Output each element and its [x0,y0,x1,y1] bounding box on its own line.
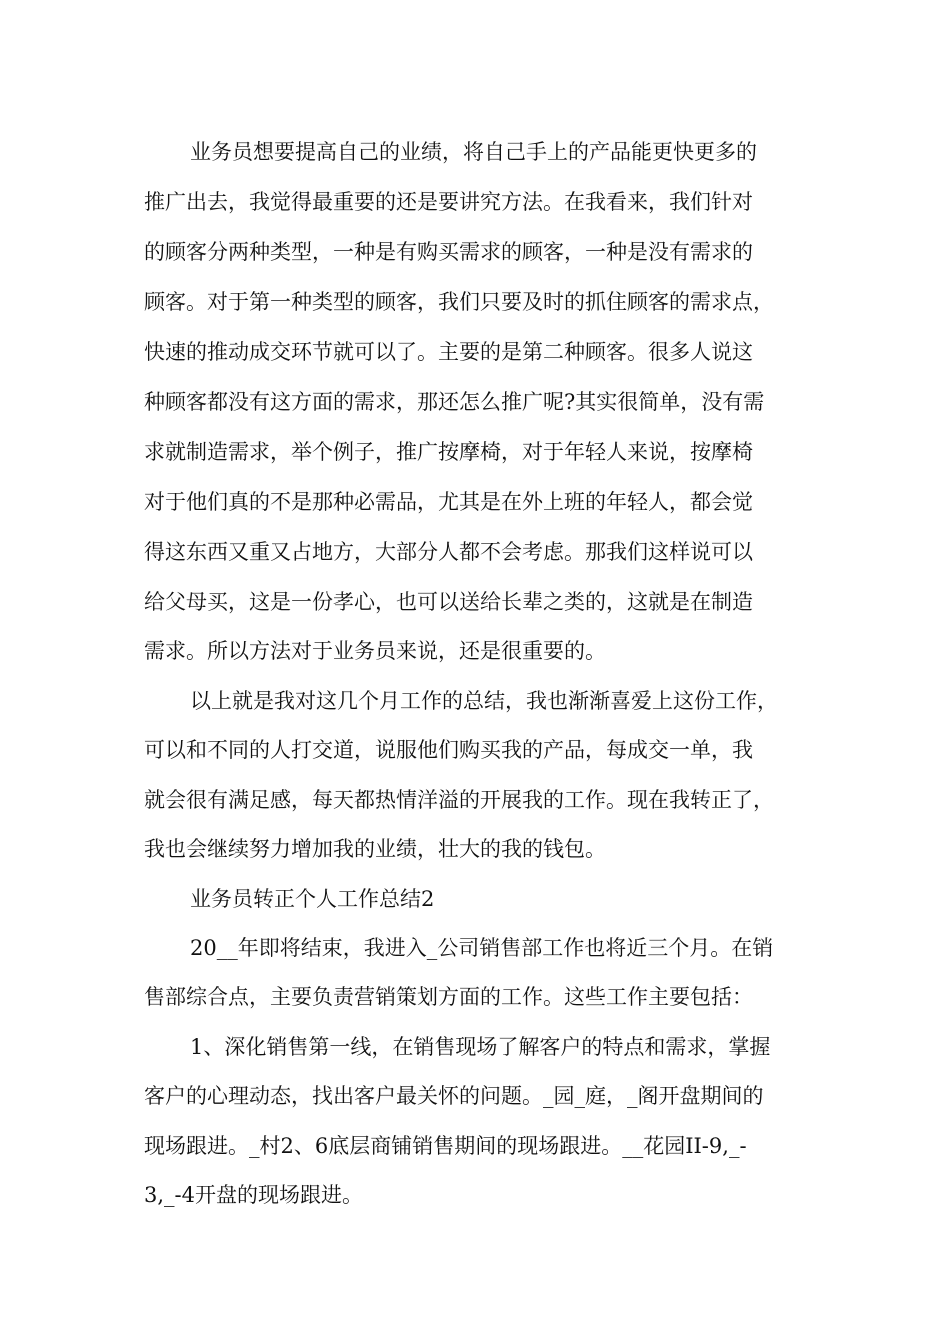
paragraph-1-line-8: 对于他们真的不是那种必需品，尤其是在外上班的年轻人，都会觉 [144,490,753,514]
paragraph-1-line-11: 需求。所以方法对于业务员来说，还是很重要的。 [144,639,606,663]
paragraph-1-line-7: 求就制造需求，举个例子，推广按摩椅，对于年轻人来说，按摩椅 [144,440,753,464]
paragraph-5-line-3: 现场跟进。_村2、6底层商铺销售期间的现场跟进。__花园II-9,_- [144,1134,747,1158]
paragraph-5-line-2: 客户的心理动态，找出客户最关怀的问题。_园_庭，_阁开盘期间的 [144,1084,764,1108]
paragraph-4-line-1: 20__年即将结束，我进入_公司销售部工作也将近三个月。在销 [190,936,774,960]
paragraph-2-line-1: 以上就是我对这几个月工作的总结，我也渐渐喜爱上这份工作， [190,689,778,713]
paragraph-5-line-1: 1、深化销售第一线，在销售现场了解客户的特点和需求，掌握 [190,1035,771,1059]
section-heading: 业务员转正个人工作总结2 [190,887,435,911]
paragraph-1-line-1: 业务员想要提高自己的业绩，将自己手上的产品能更快更多的 [190,140,757,164]
paragraph-1-line-5: 快速的推动成交环节就可以了。主要的是第二种顾客。很多人说这 [144,340,753,364]
paragraph-1-line-9: 得这东西又重又占地方，大部分人都不会考虑。那我们这样说可以 [144,540,753,564]
paragraph-2-line-4: 我也会继续努力增加我的业绩，壮大的我的钱包。 [144,837,606,861]
paragraph-1-line-2: 推广出去，我觉得最重要的还是要讲究方法。在我看来，我们针对 [144,190,753,214]
paragraph-1-line-6: 种顾客都没有这方面的需求，那还怎么推广呢?其实很简单，没有需 [144,390,765,414]
paragraph-4-line-2: 售部综合点，主要负责营销策划方面的工作。这些工作主要包括： [144,985,753,1009]
paragraph-5-line-4: 3,_-4开盘的现场跟进。 [144,1183,363,1207]
paragraph-2-line-3: 就会很有满足感，每天都热情洋溢的开展我的工作。现在我转正了， [144,788,774,812]
paragraph-1-line-4: 顾客。对于第一种类型的顾客，我们只要及时的抓住顾客的需求点， [144,290,774,314]
paragraph-1-line-10: 给父母买，这是一份孝心，也可以送给长辈之类的，这就是在制造 [144,590,753,614]
paragraph-2-line-2: 可以和不同的人打交道，说服他们购买我的产品，每成交一单，我 [144,738,753,762]
paragraph-1-line-3: 的顾客分两种类型，一种是有购买需求的顾客，一种是没有需求的 [144,240,753,264]
